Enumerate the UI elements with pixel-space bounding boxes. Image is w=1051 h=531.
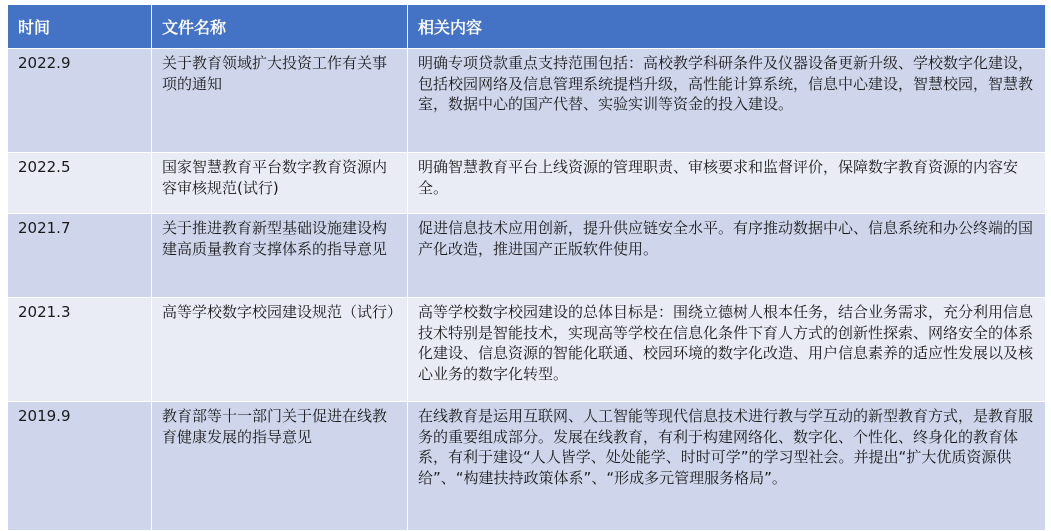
cell-content: 明确专项贷款重点支持范围包括：高校教学科研条件及仪器设备更新升级、学校数字化建设，包括校园网络及信息管理系统提档升级，高性能计算系统，信息中心建设，智慧校园，智慧教室，数据中心的国产代替、实验实训等资金的投入建设。	[408, 49, 1046, 153]
header-row	[8, 5, 1046, 49]
policy-table	[7, 4, 1046, 531]
cell-date: 2022.5	[8, 153, 152, 214]
table-row	[8, 49, 1046, 153]
table-row	[8, 153, 1046, 214]
table-row	[8, 214, 1046, 298]
cell-content: 高等学校数字校园建设的总体目标是：围绕立德树人根本任务，结合业务需求，充分利用信息技术特别是智能技术，实现高等学校在信息化条件下育人方式的创新性探索、网络安全的体系化建设、信息资源的智能化联通、校园环境的数字化改造、用户信息素养的适应性发展以及核心业务的数字化转型。	[408, 298, 1046, 402]
header-date: 时间	[8, 5, 152, 49]
table-row	[8, 298, 1046, 402]
table-row	[8, 402, 1046, 531]
cell-content: 在线教育是运用互联网、人工智能等现代信息技术进行教与学互动的新型教育方式，是教育服务的重要组成部分。发展在线教育，有利于构建网络化、数字化、个性化、终身化的教育体系，有利于建设“人人皆学、处处能学、时时可学”的学习型社会。并提出“扩大优质资源供给”、“构建扶持政策体系”、“形成多元管理服务格局”。	[408, 402, 1046, 531]
cell-title: 高等学校数字校园建设规范（试行）	[152, 298, 408, 402]
header-content: 相关内容	[408, 5, 1046, 49]
cell-date: 2019.9	[8, 402, 152, 531]
cell-title: 教育部等十一部门关于促进在线教育健康发展的指导意见	[152, 402, 408, 531]
cell-content: 促进信息技术应用创新，提升供应链安全水平。有序推动数据中心、信息系统和办公终端的国产化改造，推进国产正版软件使用。	[408, 214, 1046, 298]
header-title: 文件名称	[152, 5, 408, 49]
cell-title: 国家智慧教育平台数字教育资源内容审核规范(试行)	[152, 153, 408, 214]
cell-title: 关于教育领域扩大投资工作有关事项的通知	[152, 49, 408, 153]
cell-title: 关于推进教育新型基础设施建设构建高质量教育支撑体系的指导意见	[152, 214, 408, 298]
cell-date: 2021.3	[8, 298, 152, 402]
cell-date: 2022.9	[8, 49, 152, 153]
cell-date: 2021.7	[8, 214, 152, 298]
cell-content: 明确智慧教育平台上线资源的管理职责、审核要求和监督评价，保障数字教育资源的内容安全。	[408, 153, 1046, 214]
